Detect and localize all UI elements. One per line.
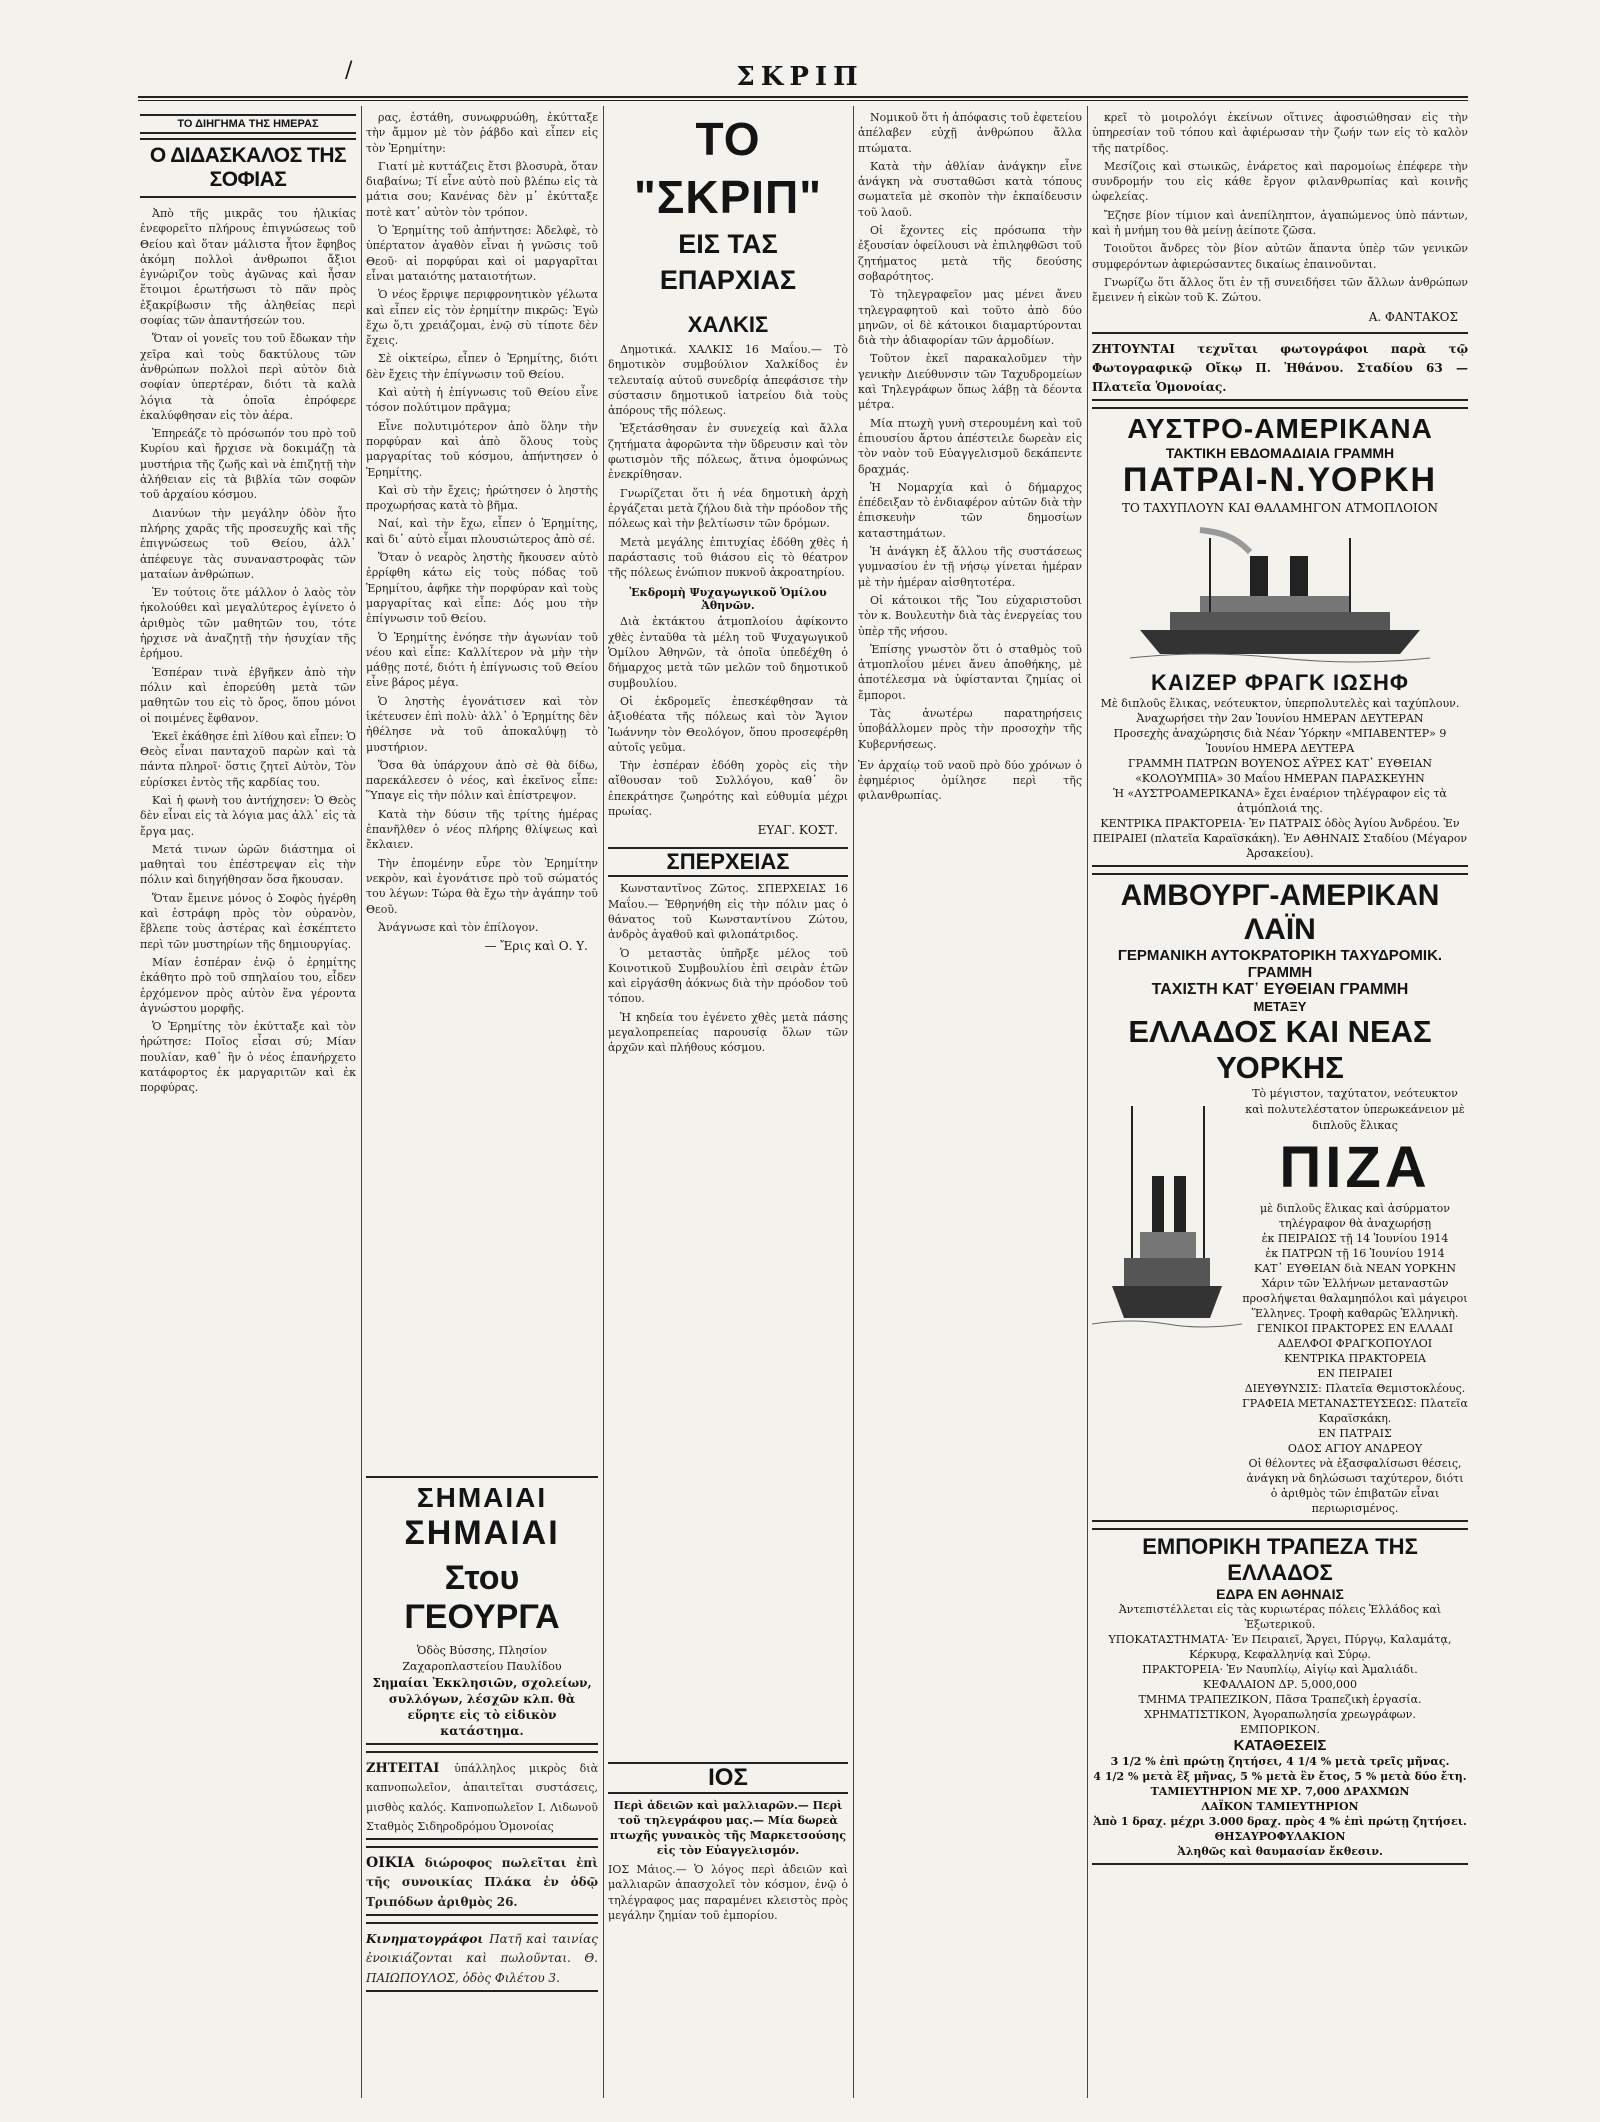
classified-cinema-heading: Κινηματογράφοι bbox=[366, 1932, 484, 1947]
classified-wanted-heading: ΖΗΤΕΙΤΑΙ bbox=[366, 1761, 440, 1776]
flags-ad-title-large: ΣΗΜΑΙΑΙ bbox=[404, 1514, 560, 1552]
story-paragraph: Καὶ σὺ τὴν ἔχεις; ἠρώτησεν ὁ ληστὴς προχωρήσας κατὰ τὸ βῆμα. bbox=[366, 483, 598, 513]
column-separator bbox=[603, 106, 604, 2098]
bank-detail-line: ΧΡΗΜΑΤΙΣΤΙΚΟΝ, Ἀγοραπωλησία χρεωγράφων. bbox=[1144, 1707, 1416, 1721]
sperchias-paragraph: Κωνσταντῖνος Ζῶτος. ΣΠΕΡΧΕΙΑΣ 16 Μαΐου.— Ἐθρηνήθη εἰς τὴν πόλιν μας ὁ θάνατος τοῦ Κωνσταντίνου Ζώτου, ἀνδρὸς ἀγαθοῦ καὶ φιλοπάτριδος. bbox=[608, 882, 848, 942]
flags-ad bbox=[366, 1476, 598, 1745]
hamburg-detail-line: Χάριν τῶν Ἑλλήνων μεταναστῶν προσλήψεται θαλαμηπόλοι καὶ μάγειροι Ἕλληνες. Τροφὴ καθαρῶς Ἑλληνικὴ. bbox=[1242, 1276, 1468, 1320]
hamburg-detail-line: ΚΕΝΤΡΙΚΑ ΠΡΑΚΤΟΡΕΙΑ bbox=[1284, 1351, 1426, 1365]
hamburg-details bbox=[1242, 1201, 1468, 1516]
obituary-paragraph: Ἔζησε βίον τίμιον καὶ ἀνεπίληπτον, ἀγαπώμενος ὑπὸ πάντων, καὶ ἡ μνήμη του θὰ μείνῃ ἀείποτε ζῶσα. bbox=[1092, 208, 1468, 238]
austro-ship-name: ΚΑΙΖΕΡ ΦΡΑΓΚ ΙΩΣΗΦ bbox=[1151, 669, 1409, 695]
flags-ad-brand: Στου ΓΕΟΥΡΓΑ bbox=[404, 1559, 560, 1636]
bank-detail-line: ΥΠΟΚΑΤΑΣΤΗΜΑΤΑ· Ἐν Πειραιεῖ, Ἄργει, Πύργῳ, Καλαμάτᾳ, Κέρκυρᾳ, Κεφαλληνίᾳ καὶ Σύρῳ. bbox=[1108, 1632, 1452, 1661]
chalkis-paragraph: Οἱ ἐκδρομεῖς ἐπεσκέφθησαν τὰ ἀξιοθέατα τῆς πόλεως καὶ τὸν Ἄγιον Ἰωάννην τὸν Θεολόγον, ὅπου προσεφέρθη αὐτοῖς γεῦμα. bbox=[608, 694, 848, 754]
ios-paragraph: ΙΟΣ Μάιος.— Ὁ λόγος περὶ ἀδειῶν καὶ μαλλιαρῶν ἀπασχολεῖ τὸν κόσμον, ἐνῷ ὁ τηλέγραφος μας παραμένει κλειστὸς πρὸς μεγάλην ζημίαν τοῦ ἐμπορίου. bbox=[608, 1863, 848, 1922]
hamburg-detail-line: ΓΕΝΙΚΟΙ ΠΡΑΚΤΟΡΕΣ ΕΝ ΕΛΛΑΔΙ bbox=[1256, 1321, 1454, 1335]
story-paragraph: Ναί, καὶ τὴν ἔχω, εἶπεν ὁ Ἐρημίτης, καὶ δι᾽ αὐτὸ εἶμαι πλουσιώτερος ἀπὸ σέ. bbox=[366, 517, 598, 546]
flags-ad-address: Ὁδὸς Βύσσης, Πλησίον Ζαχαροπλαστείου Παυλίδου bbox=[402, 1644, 562, 1673]
story-continued-body bbox=[366, 110, 598, 935]
ios-paragraph: Ἡ Νομαρχία καὶ ὁ δήμαρχος ἐπέδειξαν τὸ ἐνδιαφέρον αὐτῶν διὰ τὴν ἐπισκευὴν τῶν δημοσίων καταστημάτων. bbox=[858, 480, 1082, 540]
chalkis-paragraph: Δημοτικά. ΧΑΛΚΙΣ 16 Μαΐου.— Τὸ δημοτικὸν συμβούλιον Χαλκίδος ἐν τελευταίᾳ αὐτοῦ συνεδρίᾳ ἀπεφάσισε τὴν σύστασιν δημοτικοῦ ἰατρείου διὰ τοὺς ἀπόρους τῆς πόλεως. bbox=[608, 343, 848, 418]
story-paragraph: Μίαν ἑσπέραν ἐνῷ ὁ ἐρημίτης ἐκάθητο πρὸ τοῦ σπηλαίου του, εἶδεν ἐρχόμενον πρὸς αὐτὸν ἕνα γέροντα ἀγνώστου μορφῆς. bbox=[140, 955, 356, 1015]
hamburg-ship-row bbox=[1092, 1086, 1468, 1516]
flags-ad-block bbox=[366, 1470, 598, 1998]
story-paragraph: Ἐπηρεάζε τὸ πρόσωπόν του πρὸ τοῦ Κυρίου καὶ ἤρχισε νὰ δοκιμάζῃ τὰ μυστήρια τῆς ζωῆς καὶ νὰ ἐπιζητῇ τὴν ἀλήθειαν εἰς τὰ βιβλία τῶν σοφῶν τοῦ ἀρχαίου κόσμου. bbox=[140, 427, 356, 502]
ocean-liner-icon bbox=[1092, 1086, 1242, 1336]
chalkis-body bbox=[608, 342, 848, 580]
austro-title: ΑΥΣΤΡΟ-ΑΜΕΡΙΚΑΝΑ bbox=[1127, 412, 1433, 444]
austro-detail-line: Ἡ «ΑΥΣΤΡΟΑΜΕΡΙΚΑΝΑ» ἔχει ἐναέριον τηλέγραφον εἰς τὰ ἀτμόπλοιά της. bbox=[1113, 786, 1447, 815]
story-paragraph: Ὁ Ἐρημίτης τοῦ ἀπήντησε: Ἀδελφὲ, τὸ ὑπέρτατον ἀγαθὸν εἶναι ἡ γνῶσις τοῦ Θεοῦ· αἱ πορφύραι καὶ οἱ μαργαρῖται εἶναι ματαιότης ματαιοτήτων. bbox=[366, 224, 598, 283]
wanted-photographers-ad bbox=[1092, 332, 1468, 401]
column-ads bbox=[1092, 110, 1468, 2098]
hamburg-route: ΕΛΛΑΔΟΣ ΚΑΙ ΝΕΑΣ ΥΟΡΚΗΣ bbox=[1128, 1013, 1432, 1085]
bank-title: ΕΜΠΟΡΙΚΗ ΤΡΑΠΕΖΑ ΤΗΣ ΕΛΛΑΔΟΣ bbox=[1142, 1533, 1418, 1585]
classified-house bbox=[366, 1846, 598, 1916]
hamburg-detail-line: Οἱ θέλοντες νὰ ἐξασφαλίσωσι θέσεις, ἀνάγκη νὰ δηλώσωσι ταχύτερον, διότι ὁ ἀριθμὸς τῶν ἐπιβατῶν εἶναι περιωρισμένος. bbox=[1246, 1456, 1464, 1515]
chalkis-subheading: Ἐκδρομὴ Ψυχαγωγικοῦ Ὁμίλου Ἀθηνῶν. bbox=[629, 586, 827, 613]
obituary-paragraph: Τοιοῦτοι ἄνδρες τὸν βίον αὐτῶν ἅπαντα ὑπὲρ τῶν γενικῶν συμφερόντων ἀφιερώσαντες δικαίως ἐπαινοῦνται. bbox=[1092, 242, 1468, 271]
story-paragraph: Ὁ Ἐρημίτης ἐνόησε τὴν ἀγωνίαν τοῦ νέου καὶ εἶπε: Καλλίτερον νὰ μὴν τὴν μάθῃς ποτέ, διότι ἡ ἐπίγνωσις τοῦ Θείου εἶνε βάρος μέγα. bbox=[366, 630, 598, 690]
story-body bbox=[140, 206, 356, 1096]
hamburg-ship-name: ΠΙΖΑ bbox=[1279, 1134, 1431, 1200]
ios-paragraph: Ἐπίσης γνωστὸν ὅτι ὁ σταθμὸς τοῦ ἀτμοπλοΐου μένει ἄνευ ἀποθήκης, μὲ ἀποτέλεσμα νὰ ὑφίστανται ζημίας οἱ ἔμποροι. bbox=[858, 642, 1082, 702]
ios-paragraph: Τὰς ἀνωτέρω παρατηρήσεις ὑποβάλλομεν πρὸς τὴν προσοχὴν τῆς Κυβερνήσεως. bbox=[858, 706, 1082, 751]
hamburg-sub2: ΤΑΧΙΣΤΗ ΚΑΤ᾽ ΕΥΘΕΙΑΝ ΓΡΑΜΜΗ bbox=[1151, 980, 1409, 998]
provinces-headline bbox=[608, 110, 848, 298]
hamburg-detail-line: ἐκ ΠΕΙΡΑΙΩΣ τῇ 14 Ἰουνίου 1914 bbox=[1261, 1231, 1449, 1245]
bank-detail-line: ΕΜΠΟΡΙΚΟΝ. bbox=[1239, 1722, 1320, 1736]
bank-deposits bbox=[1092, 1754, 1468, 1859]
austro-detail-line: ΓΡΑΜΜΗ ΠΑΤΡΩΝ ΒΟΥΕΝΟΣ ΑΫΡΕΣ ΚΑΤ᾽ ΕΥΘΕΙΑΝ bbox=[1127, 756, 1433, 770]
column-provinces bbox=[608, 110, 848, 2098]
sperchias-paragraph: Ἡ κηδεία του ἐγένετο χθὲς μετὰ πάσης μεγαλοπρεπείας παρουσίᾳ ὅλων τῶν ἀρχῶν καὶ πλήθους κόσμου. bbox=[608, 1010, 848, 1055]
story-paragraph: Ἐσπέραν τινὰ ἐβγῆκεν ἀπὸ τὴν πόλιν καὶ ἐπορεύθη μετὰ τῶν μαθητῶν του εἰς τὸ ὄρος, ὅπου μόνοι οἱ ποιμένες ἔφθανον. bbox=[140, 665, 356, 725]
bank-detail-line: Ἀντεπιστέλλεται εἰς τὰς κυριωτέρας πόλεις Ἑλλάδος καὶ Ἐξωτερικοῦ. bbox=[1118, 1602, 1442, 1631]
bank-details bbox=[1092, 1602, 1468, 1737]
column-story bbox=[140, 110, 356, 2098]
story-paragraph: Ὅταν οἱ γονεῖς του τοῦ ἔδωκαν τὴν χεῖρα καὶ τοὺς δακτύλους τῶν ἀνθρώπων πολλοὶ περὶ αὐτὸν διὰ σοφίαν ὑπερτέραν, διότι τὰ καλὰ λόγια τὰ ὁποῖα ἐπρόφερε ἐκαλύφθησαν εἰς τὸν ἀέρα. bbox=[140, 332, 356, 422]
austro-details bbox=[1092, 696, 1468, 861]
hamburg-title: ΑΜΒΟΥΡΓ-ΑΜΕΡΙΚΑΝ ΛΑΪΝ bbox=[1120, 878, 1440, 946]
classified-wanted bbox=[366, 1751, 598, 1840]
story-title: Ο ΔΙΔΑΣΚΑΛΟΣ ΤΗΣ ΣΟΦΙΑΣ bbox=[140, 138, 356, 198]
column-story-continued bbox=[366, 110, 598, 2098]
story-paragraph: Ἐκεῖ ἐκάθησε ἐπὶ λίθου καὶ εἶπεν: Ὁ Θεὸς εἶναι πανταχοῦ παρὼν καὶ τὰ πάντα πληροῖ· ὅστις ζητεῖ Αὐτὸν, Τὸν εὑρίσκει ἐντὸς τῆς καρδίας του. bbox=[140, 729, 356, 789]
story-section-label: ΤΟ ΔΙΗΓΗΜΑ ΤΗΣ ΗΜΕΡΑΣ bbox=[140, 114, 356, 134]
ios-paragraph: Μία πτωχὴ γυνὴ στερουμένη καὶ τοῦ ἐπιουσίου ἄρτου ἀπέστειλε δωρεὰν εἰς τὸν ναὸν τοῦ Εὐαγγελισμοῦ δεκάπεντε δραχμάς. bbox=[858, 416, 1082, 476]
ios-paragraph: Οἱ κάτοικοι τῆς Ἴου εὐχαριστοῦσι τὸν κ. Βουλευτὴν διὰ τὰς ἐνεργείας του ὑπὲρ τῆς νήσου. bbox=[858, 593, 1082, 638]
chalkis-paragraph: Γνωρίζεται ὅτι ἡ νέα δημοτικὴ ἀρχὴ ἐργάζεται μετὰ ζήλου διὰ τὴν πρόοδον τῆς πόλεως καὶ τὴν βελτίωσιν τῶν δρόμων. bbox=[608, 486, 848, 531]
bank-detail-line: ΤΜΗΜΑ ΤΡΑΠΕΖΙΚΟΝ, Πᾶσα Τραπεζικὴ ἐργασία. bbox=[1138, 1692, 1422, 1706]
chalkis-sub-body bbox=[608, 614, 848, 819]
story-paragraph: Εἶνε πολυτιμότερον ἀπὸ ὅλην τὴν πορφύραν καὶ ἀπὸ ὅλους τοὺς μαργαρίτας τοῦ κόσμου, ἀπήντησεν ὁ Ἐρημίτης. bbox=[366, 419, 598, 479]
chalkis-paragraph: Μετὰ μεγάλης ἐπιτυχίας ἐδόθη χθὲς ἡ παράστασις τοῦ θιάσου εἰς τὸ θέατρον τῆς πόλεως ἐνώπιον πυκνοῦ ἀκροατηρίου. bbox=[608, 535, 848, 580]
ios-block bbox=[608, 1758, 848, 1923]
story-paragraph: Ὁ ληστὴς ἐγονάτισεν καὶ τὸν ἱκέτευσεν ἐπὶ πολὺ· ἀλλ᾽ ὁ Ἐρημίτης δὲν ἠθέλησε νὰ τοῦ ἀποκαλύψῃ τὸ μυστήριον. bbox=[366, 694, 598, 754]
column-separator bbox=[1087, 106, 1088, 2098]
ios-paragraph: Κατὰ τὴν ἀθλίαν ἀνάγκην εἶνε ἀνάγκη νὰ συσταθῶσι κατὰ τόπους σωματεῖα μὲ σκοπὸν τὴν ἐκπαίδευσιν τοῦ λαοῦ. bbox=[858, 159, 1082, 219]
ios-continued-body bbox=[858, 110, 1082, 752]
story-signature: — Ἔρις καὶ Ο. Υ. bbox=[484, 939, 588, 954]
austro-detail-line: Μὲ διπλοῦς ἕλικας, νεότευκτον, ὑπερπολυτελὲς καὶ ταχύπλουν. bbox=[1100, 696, 1460, 710]
story-paragraph: Κατὰ τὴν δύσιν τῆς τρίτης ἡμέρας ἐπανῆλθεν ὁ νέος πλήρης θλίψεως καὶ ἔκλαιεν. bbox=[366, 807, 598, 852]
story-paragraph: Μετά τινων ὡρῶν διάστημα οἱ μαθηταὶ του ἐπέστρεψαν εἰς τὴν πόλιν καὶ διηγήθησαν ὅσα ἤκουσαν. bbox=[140, 842, 356, 887]
hamburg-sub1: ΓΕΡΜΑΝΙΚΗ ΑΥΤΟΚΡΑΤΟΡΙΚΗ ΤΑΧΥΔΡΟΜΙΚ. ΓΡΑΜΜΗ bbox=[1117, 946, 1443, 981]
classified-house-heading: ΟΙΚΙΑ bbox=[366, 1855, 415, 1872]
flags-ad-title: ΣΗΜΑΙΑΙ bbox=[416, 1482, 548, 1513]
austro-sub1: ΤΑΚΤΙΚΗ ΕΒΔΟΜΑΔΙΑΙΑ ΓΡΑΜΜΗ bbox=[1165, 444, 1395, 461]
obituary-paragraph: κρεῖ τὸ μοιρολόγι ἐκείνων οἵτινες ἀφοσιώθησαν εἰς τὴν ὑπηρεσίαν τοῦ τόπου καὶ ἀφιέρωσαν τὴν ζωήν των εἰς τὸ καλὸν τῆς πατρίδος. bbox=[1092, 111, 1468, 155]
hamburg-detail-line: ΕΝ ΠΕΙΡΑΙΕΙ bbox=[1317, 1366, 1393, 1380]
bank-deposit-line: ΛΑΪΚΟΝ ΤΑΜΙΕΥΤΗΡΙΟΝ bbox=[1201, 1799, 1359, 1813]
story-paragraph: Καὶ ἡ φωνὴ του ἀντήχησεν: Ὁ Θεὸς δὲν εἶναι εἰς τὰ λόγια μας ἀλλ᾽ εἰς τὰ ἔργα μας. bbox=[140, 793, 356, 838]
chalkis-paragraph: Τὴν ἑσπέραν ἐδόθη χορὸς εἰς τὴν αἴθουσαν τοῦ Συλλόγου, καθ᾽ ὃν ἐπεκράτησε ζωηρότης καὶ εὐθυμία μέχρι πρωίας. bbox=[608, 759, 848, 819]
austro-sub2: ΤΟ ΤΑΧΥΠΛΟΥΝ ΚΑΙ ΘΑΛΑΜΗΓΟΝ ΑΤΜΟΠΛΟΙΟΝ bbox=[1121, 500, 1439, 515]
chalkis-paragraph: Ἐξετάσθησαν ἐν συνεχείᾳ καὶ ἄλλα ζητήματα ἀφορῶντα τὴν ὕδρευσιν καὶ τὸν φωτισμὸν τῆς πόλεως, ἅτινα ὁμοφώνως ἐνεκρίθησαν. bbox=[608, 422, 848, 482]
sperchias-paragraph: Ὁ μεταστὰς ὑπῆρξε μέλος τοῦ Κοινοτικοῦ Συμβουλίου ἐπὶ σειρὰν ἐτῶν καὶ εἰργάσθη ἀόκνως διὰ τὴν πρόοδον τοῦ τόπου. bbox=[608, 946, 848, 1006]
story-paragraph: Ὁ νέος ἔρριψε περιφρονητικὸν γέλωτα καὶ εἶπεν εἰς τὸν ἐρημίτην πικρῶς: Ἐγὼ ἔχω ὅ,τι χρειάζομαι, ἐνῷ σὺ τίποτε δὲν ἔχεις. bbox=[366, 288, 598, 348]
story-paragraph: Ὅταν ὁ νεαρὸς ληστὴς ἤκουσεν αὐτὸ ἐρρίφθη κάτω εἰς τοὺς πόδας τοῦ Ἐρημίτου, ἀφῆκε τὴν πορφύραν καὶ τοὺς μαργαρίτας καὶ εἶπε: Δός μου τὴν ἐπίγνωσιν τοῦ Θείου. bbox=[366, 551, 598, 626]
bank-deposit-line: 3 1/2 % ἐπὶ πρώτῃ ζητήσει, 4 1/4 % μετὰ τρεῖς μῆνας. bbox=[1110, 1754, 1450, 1768]
ios-title: ΙΟΣ bbox=[608, 1762, 848, 1794]
austro-americana-ad bbox=[1092, 407, 1468, 867]
provinces-headline-bottom: ΕΙΣ ΤΑΣ ΕΠΑΡΧΙΑΣ bbox=[659, 229, 797, 295]
ios-paragraph: Τὸ τηλεγραφεῖον μας μένει ἄνευ τηλεγραφητοῦ καὶ τοῦτο ἀπὸ δύο μηνῶν, οἱ δὲ κάτοικοι διαμαρτύρονται διὰ τὴν ἀδιαφορίαν τῶν ἁρμοδίων. bbox=[858, 288, 1082, 348]
chalkis-signature: ΕΥΑΓ. ΚΟΣΤ. bbox=[757, 823, 838, 838]
masthead-title: ΣΚΡΙΠ bbox=[736, 62, 864, 92]
obituary-signature: Α. ΦΑΝΤΑΚΟΣ bbox=[1368, 309, 1458, 324]
story-paragraph: Σὲ οἰκτείρω, εἶπεν ὁ Ἐρημίτης, διότι δὲν ἔχεις τὴν ἐπίγνωσιν τοῦ Θείου. bbox=[366, 352, 598, 381]
chalkis-title: ΧΑΛΚΙΣ bbox=[687, 312, 769, 337]
austro-detail-line: ΚΕΝΤΡΙΚΑ ΠΡΑΚΤΟΡΕΙΑ· Ἐν ΠΑΤΡΑΙΣ ὁδὸς Ἀγίου Ἀνδρέου. Ἐν ΠΕΙΡΑΙΕΙ (πλατεῖα Καραϊσκάκη). Ἐν ΑΘΗΝΑΙΣ Σταδίου (Μέγαρον Ἀρσακείου). bbox=[1092, 816, 1468, 860]
story-paragraph: Ἀπὸ τῆς μικρᾶς του ἡλικίας ἐνεφορεῖτο πλήρους ἐπιγνώσεως τοῦ Θείου καὶ ὅταν μάλιστα ἦτον ἔφηβος ἀκόμη πολλοὶ ἀνθρωποι ἄξιοι ἐγνώριζον τοὺς ἀγῶνας καὶ ἦσαν ἕτοιμοι ἐρωτήσωσι τὸ πᾶν πρὸς ἐξακρίβωσιν τῆς ἀληθείας περὶ σοφίας τῶν ἀπαντήσεών του. bbox=[140, 207, 356, 328]
provinces-headline-top: ΤΟ "ΣΚΡΙΠ" bbox=[633, 113, 823, 223]
hamburg-detail-line: ΑΔΕΛΦΟΙ ΦΡΑΓΚΟΠΟΥΛΟΙ bbox=[1277, 1336, 1433, 1350]
story-paragraph: Ἐν τούτοις ὅτε μάλλον ὁ λαὸς τὸν ἠκολούθει καὶ μεγαλύτερος ἐγίνετο ὁ ἀριθμὸς τῶν μαθητῶν του, τότε ἠρχισε νὰ ἀναζητῇ τὴν ἡσυχίαν τῆς ἐρήμου. bbox=[140, 586, 356, 661]
bank-deposit-line: 4 1/2 % μετὰ ἓξ μῆνας, 5 % μετὰ ἓν ἔτος, 5 % μετὰ δύο ἔτη. bbox=[1093, 1769, 1467, 1783]
hamburg-detail-line: ΕΝ ΠΑΤΡΑΙΣ bbox=[1318, 1426, 1392, 1440]
column-ios-continued bbox=[858, 110, 1082, 2098]
masthead-rule-thin bbox=[138, 100, 1468, 101]
bank-deposits-title: ΚΑΤΑΘΕΣΕΙΣ bbox=[1233, 1736, 1327, 1754]
flags-ad-desc: Σημαίαι Ἐκκλησιῶν, σχολείων, συλλόγων, λέσχῶν κλπ. θὰ εὕρητε εἰς τὸ εἰδικὸν κατάστημα. bbox=[372, 1676, 592, 1738]
classified-cinema bbox=[366, 1922, 598, 1992]
obituary-body bbox=[1092, 110, 1468, 306]
story-paragraph: ρας, ἐστάθη, συνωφρυώθη, ἐκύτταξε τὴν ἄμμον μὲ τὸν ῥάβδο καὶ εἶπεν εἰς τὸν Ἐρημίτην: bbox=[366, 111, 598, 155]
classified-cinema-text: Πατῆ καὶ ταινίας ἐνοικιάζονται καὶ πωλοῦνται. Θ. ΠΑΙΩΠΟΥΛΟΣ, ὁδὸς Φιλέτου 3. bbox=[366, 1932, 598, 1985]
obituary-paragraph: Μεσίζοις καὶ στωικῶς, ἐνάρετος καὶ παρομοίως ἐπέφερε τὴν συνδρομήν του εἰς κάθε ἔργον φιλανθρωπίας καὶ κοινῆς ὠφελείας. bbox=[1092, 159, 1468, 204]
story-paragraph: Ὅσα θὰ ὑπάρχουν ἀπὸ σὲ θὰ δίδω, παρεκάλεσεν ὁ νέος, καὶ ἐκεῖνος εἶπε: Ὕπαγε εἰς τὴν πόλιν καὶ ἐπίστρεψον. bbox=[366, 758, 598, 803]
classified-house-text: διώροφος πωλεῖται ἐπὶ τῆς συνοικίας Πλάκα ἐν ὁδῷ Τριπόδων ἀριθμὸς 26. bbox=[366, 1856, 598, 1909]
column-separator bbox=[361, 106, 362, 2098]
page-mark: / bbox=[345, 58, 353, 83]
masthead-rule bbox=[138, 96, 1468, 98]
ios-paragraph: Τοῦτον ἐκεῖ παρακαλοῦμεν τὴν γενικὴν Διεύθυνσιν τῶν Ταχυδρομείων καὶ Τηλεγράφων ὅπως λάβῃ τὰ δέοντα μέτρα. bbox=[858, 352, 1082, 412]
story-paragraph: Διανύων τὴν μεγάλην ὁδὸν ἦτο πλήρης χαρᾶς τῆς προσευχῆς καὶ τῆς ἐπιγνώσεως τοῦ Θείου, ἀλλ᾽ ἀπέφευγε τὰς συναναστροφὰς τῶν ματαίων ἀνθρώπων. bbox=[140, 506, 356, 581]
hamburg-detail-line: ἐκ ΠΑΤΡΩΝ τῇ 16 Ἰουνίου 1914 bbox=[1265, 1246, 1445, 1260]
austro-detail-line: Ἀναχωρήσει τὴν 2αν Ἰουνίου ΗΜΕΡΑΝ ΔΕΥΤΕΡΑΝ bbox=[1136, 711, 1424, 725]
sperchias-title: ΣΠΕΡΧΕΙΑΣ bbox=[608, 847, 848, 877]
bank-deposit-line: Ἀληθῶς καὶ θαυμασίαν ἔκθεσιν. bbox=[1177, 1844, 1383, 1858]
wanted-photographers-text: ΖΗΤΟΥΝΤΑΙ τεχνῖται φωτογράφοι παρὰ τῷ Φωτογραφικῷ Οἴκῳ Π. Ἠθάνου. Σταδίου 63 — Πλατεῖα Ὁμονοίας. bbox=[1092, 341, 1468, 394]
hamburg-detail-line: ΟΔΟΣ ΑΓΙΟΥ ΑΝΔΡΕΟΥ bbox=[1287, 1441, 1423, 1455]
bank-detail-line: ΠΡΑΚΤΟΡΕΙΑ· Ἐν Ναυπλίῳ, Αἰγίῳ καὶ Ἀμαλιάδι. bbox=[1142, 1662, 1418, 1676]
ios-paragraph: Νομικοῦ ὅτι ἡ ἀπόφασις τοῦ ἐφετείου ἀπέλαβεν εὐχῇ ἀνθρώπου ἄλλα πτώματα. bbox=[858, 111, 1082, 155]
hamburg-detail-line: ΚΑΤ᾽ ΕΥΘΕΙΑΝ διὰ ΝΕΑΝ ΥΟΡΚΗΝ bbox=[1254, 1261, 1456, 1275]
story-paragraph: Καὶ αὐτὴ ἡ ἐπίγνωσις τοῦ Θείου εἶνε τόσον πολύτιμον πρᾶγμα; bbox=[366, 386, 598, 415]
steamship-icon bbox=[1130, 518, 1430, 668]
sperchias-body bbox=[608, 881, 848, 1055]
austro-detail-line: Προσεχὴς ἀναχώρησις διὰ Νέαν Ὑόρκην «ΜΠΑΒΕΝΤΕΡ» 9 Ἰουνίου ΗΜΕΡΑ ΔΕΥΤΕΡΑ bbox=[1113, 726, 1447, 755]
story-paragraph: Γιατί μὲ κυττάζεις ἔτσι βλοσυρὰ, ὅταν διαβαίνω; Τί εἶνε αὐτὸ ποὺ βλέπω εἰς τὰ μάτια σου; Κανένας δὲν μ᾽ ἐκύτταξε ποτὲ κατ᾽ αὐτὸν τὸν τρόπον. bbox=[366, 159, 598, 219]
chalkis-paragraph: Διὰ ἐκτάκτου ἀτμοπλοίου ἀφίκοντο χθὲς ἐνταῦθα τὰ μέλη τοῦ Ψυχαγωγικοῦ Ὁμίλου Ἀθηνῶν, τὰ ὁποῖα ὑπεδέχθη ὁ δήμαρχος μετὰ τῶν μελῶν τοῦ δημοτικοῦ συμβουλίου. bbox=[608, 615, 848, 690]
hamburg-desc: Τὸ μέγιστον, ταχύτατον, νεότευκτον καὶ πολυτελέστατον ὑπερωκεάνειον μὲ διπλοῦς ἕλικας bbox=[1245, 1086, 1465, 1132]
ios-paragraph: Οἱ ἔχοντες εἰς πρόσωπα τὴν ἐξουσίαν ὀφείλουσι νὰ ἐπιληφθῶσι τοῦ ζητήματος μετὰ τῆς δεούσης σοβαρότητος. bbox=[858, 224, 1082, 283]
hamburg-ship-details bbox=[1242, 1086, 1468, 1516]
commercial-bank-ad bbox=[1092, 1528, 1468, 1865]
classified-wanted-text: ὑπάλληλος μικρὸς διὰ καπνοπωλεῖον, ἀπαιτεῖται συστάσεις, μισθὸς καλός. Καπνοπωλεῖον Ι. Λιδωνοῦ Σταθμὸς Σιδηροδρόμου Ὁμονοίας bbox=[366, 1762, 598, 1833]
austro-detail-line: «ΚΟΛΟΥΜΠΙΑ» 30 Μαΐου ΗΜΕΡΑΝ ΠΑΡΑΣΚΕΥΗΝ bbox=[1135, 771, 1425, 785]
bank-deposit-line: Ἀπὸ 1 δραχ. μέχρι 3.000 δραχ. πρὸς 4 % ἐπὶ πρώτῃ ζητήσει. bbox=[1093, 1814, 1467, 1828]
obituary-paragraph: Γνωρίζω ὅτι ἄλλος ὅτι ἐν τῇ συνειδήσει τῶν ἄλλων ἀνθρώπων ἔμεινεν ἡ εἰκὼν τοῦ Κ. Ζώτου. bbox=[1092, 275, 1468, 305]
hamburg-american-ad bbox=[1092, 873, 1468, 1522]
ios-subhead: Περὶ ἀδειῶν καὶ μαλλιαρῶν.— Περὶ τοῦ τηλεγράφου μας.— Μία δωρεὰ πτωχῆς γυναικὸς τῆς Μαρκετσούσης εἰς τὸν Εὐαγγελισμόν. bbox=[609, 1799, 847, 1857]
ios-final-paragraph: Ἐν ἀρχαίῳ τοῦ ναοῦ πρὸ δύο χρόνων ὁ ἐφημέριος ὁμίλησε περὶ τῆς φιλανθρωπίας. bbox=[858, 758, 1082, 803]
bank-sub1: ΕΔΡΑ ΕΝ ΑΘΗΝΑΙΣ bbox=[1216, 1585, 1344, 1602]
story-paragraph: Ὁ Ἐρημίτης τὸν ἐκύτταξε καὶ τὸν ἠρώτησε: Ποῖος εἶσαι σύ; Μίαν πουλίαν, καθ᾽ ἣν ὁ νέος ἐπανήρχετο κατάφορτος ἐκ μαργαριτῶν καὶ ἐκ πορφύρας. bbox=[140, 1020, 356, 1095]
column-separator bbox=[853, 106, 854, 2098]
austro-route: ΠΑΤΡΑΙ-Ν.ΥΟΡΚΗ bbox=[1122, 460, 1438, 499]
hamburg-detail-line: ΔΙΕΥΘΥΝΣΙΣ: Πλατεῖα Θεμιστοκλέους. ΓΡΑΦΕΙΑ ΜΕΤΑΝΑΣΤΕΥΣΕΩΣ: Πλατεῖα Καραϊσκάκη. bbox=[1242, 1381, 1468, 1425]
story-paragraph: Ὅταν ἔμεινε μόνος ὁ Σοφὸς ἠγέρθη καὶ ἐστράφη πρὸς τὸν οὐρανὸν, ἔβλεπε τοὺς ἀστέρας καὶ ἐσκέπτετο περὶ τῶν μυστηρίων τῆς δημιουργίας. bbox=[140, 891, 356, 951]
bank-deposit-line: ΤΑΜΙΕΥΤΗΡΙΟΝ ΜΕ ΧΡ. 7,000 ΔΡΑΧΜΩΝ bbox=[1150, 1784, 1410, 1798]
hamburg-detail-line: μὲ διπλοῦς ἕλικας καὶ ἀσύρματον τηλέγραφον θὰ ἀναχωρήσῃ bbox=[1260, 1201, 1450, 1230]
bank-detail-line: ΚΕΦΑΛΑΙΟΝ ΔΡ. 5,000,000 bbox=[1203, 1677, 1357, 1691]
ios-paragraph: Ἡ ἀνάγκη ἐξ ἄλλου τῆς συστάσεως γυμνασίου ἐν τῇ νήσῳ γίνεται ἡμέραν μὲ τὴν ἡμέραν αἰσθητοτέρα. bbox=[858, 545, 1082, 589]
story-paragraph: Ἀνάγνωσε καὶ τὸν ἐπίλογον. bbox=[378, 920, 539, 934]
story-paragraph: Τὴν ἑπομένην εὗρε τὸν Ἐρημίτην νεκρὸν, καὶ ἐγονάτισε πρὸ τοῦ σώματός του λέγων: Τώρα θὰ ἔχω τὴν ἀγάπην τοῦ Θεοῦ. bbox=[366, 856, 598, 916]
hamburg-sub3: ΜΕΤΑΞΥ bbox=[1253, 998, 1307, 1014]
bank-deposit-line: ΘΗΣΑΥΡΟΦΥΛΑΚΙΟΝ bbox=[1214, 1829, 1346, 1843]
